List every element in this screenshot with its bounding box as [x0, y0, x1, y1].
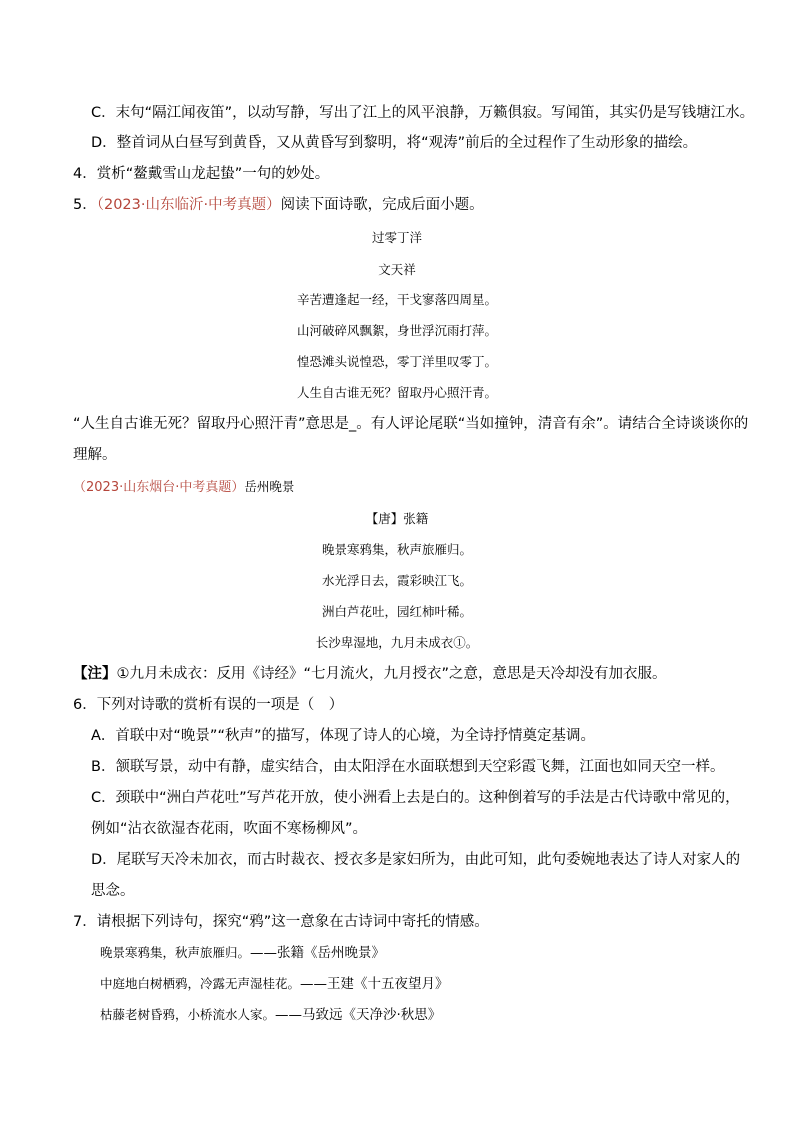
question-5-number: 5． — [73, 197, 97, 213]
question-7-quote — [100, 943, 385, 963]
quote-source: ——马致远《天净沙·秋思》 — [275, 1007, 442, 1023]
poem1-title: 过零丁洋 — [371, 230, 422, 245]
question-5-body-line1: “人生自古谁无死？留取丹心照汗青”意思是_。有人评论尾联“当如撞钟，清音有余”。请结合全诗谈谈你的 — [73, 416, 749, 432]
question-6-option-c-line1: C．颈联中“洲白芦花吐”写芦花开放，使小洲看上去是白的。这种倒着写的手法是古代诗歌中常见的， — [91, 790, 740, 806]
question-4: 4．赏析“鳌戴雪山龙起蛰”一句的妙处。 — [73, 166, 330, 182]
note-label: 【注】 — [73, 666, 117, 682]
question-6-stem: 6．下列对诗歌的赏析有误的一项是（ ） — [73, 697, 344, 713]
poem2-author: 【唐】张籍 — [365, 511, 429, 526]
section2-source: （2023·山东烟台·中考真题） — [73, 480, 245, 495]
question-6-option-d-line1: D．尾联写天冷未加衣，而古时裁衣、授衣多是家妇所为，由此可知，此句委婉地表达了诗人对家人的 — [91, 852, 741, 868]
option-c-line: C．末句“隔江闻夜笛”，以动写静，写出了江上的风平浪静，万籁俱寂。写闻笛，其实仍是写钱塘江水。 — [91, 105, 755, 121]
question-5-instruction: 阅读下面诗歌，完成后面小题。 — [280, 197, 484, 213]
question-5-source: （2023·山东临沂·中考真题） — [96, 197, 281, 213]
question-7-quote — [100, 974, 449, 994]
question-6-option-b: B．颔联写景，动中有静，虚实结合，由太阳浮在水面联想到天空彩霞飞舞，江面也如同天空一样。 — [91, 759, 725, 775]
poem2-line: 晚景寒鸦集，秋声旅雁归。 — [321, 542, 472, 557]
quote-source: ——王建《十五夜望月》 — [300, 976, 449, 992]
quote-poem: 枯藤老树昏鸦，小桥流水人家。 — [100, 1007, 276, 1022]
option-d-line: D．整首词从白昼写到黄昏，又从黄昏写到黎明，将“观涛”前后的全过程作了生动形象的描绘。 — [91, 135, 698, 151]
note-line — [73, 664, 667, 684]
quote-poem: 晚景寒鸦集，秋声旅雁归。 — [100, 945, 251, 960]
question-6-option-a: A．首联中对“晚景”“秋声”的描写，体现了诗人的心境，为全诗抒情奠定基调。 — [91, 728, 595, 744]
poem1-line: 人生自古谁无死？留取丹心照汗青。 — [296, 385, 497, 400]
quote-poem: 中庭地白树栖鸦，冷露无声湿桂花。 — [100, 976, 301, 991]
poem1-line: 辛苦遭逢起一经，干戈寥落四周星。 — [296, 292, 497, 307]
question-7-quote — [100, 1005, 441, 1025]
section2-title: 岳州晚景 — [244, 479, 295, 494]
poem1-line: 山河破碎风飘絮，身世浮沉雨打萍。 — [296, 323, 497, 338]
question-7-stem: 7．请根据下列诗句，探究“鸦”这一意象在古诗词中寄托的情感。 — [73, 914, 489, 930]
quote-source: ——张籍《岳州晚景》 — [250, 945, 386, 961]
question-6-option-d-line2: 思念。 — [91, 883, 135, 899]
question-6-option-c-line2: 例如“沾衣欲湿杏花雨，吹面不寒杨柳风”。 — [91, 821, 368, 837]
poem1-author: 文天祥 — [378, 262, 416, 277]
section2-header — [73, 477, 294, 498]
question-5-header — [73, 195, 484, 215]
poem2-line: 长沙卑湿地，九月未成衣①。 — [315, 635, 479, 650]
poem2-line: 水光浮日去，霞彩映江飞。 — [321, 573, 472, 588]
note-text: ①九月未成衣：反用《诗经》“七月流火，九月授衣”之意，意思是天冷却没有加衣服。 — [116, 666, 667, 682]
poem2-line: 洲白芦花吐，园红柿叶稀。 — [321, 604, 472, 619]
question-5-body-line2: 理解。 — [73, 447, 117, 463]
poem1-line: 惶恐滩头说惶恐，零丁洋里叹零丁。 — [296, 354, 497, 369]
